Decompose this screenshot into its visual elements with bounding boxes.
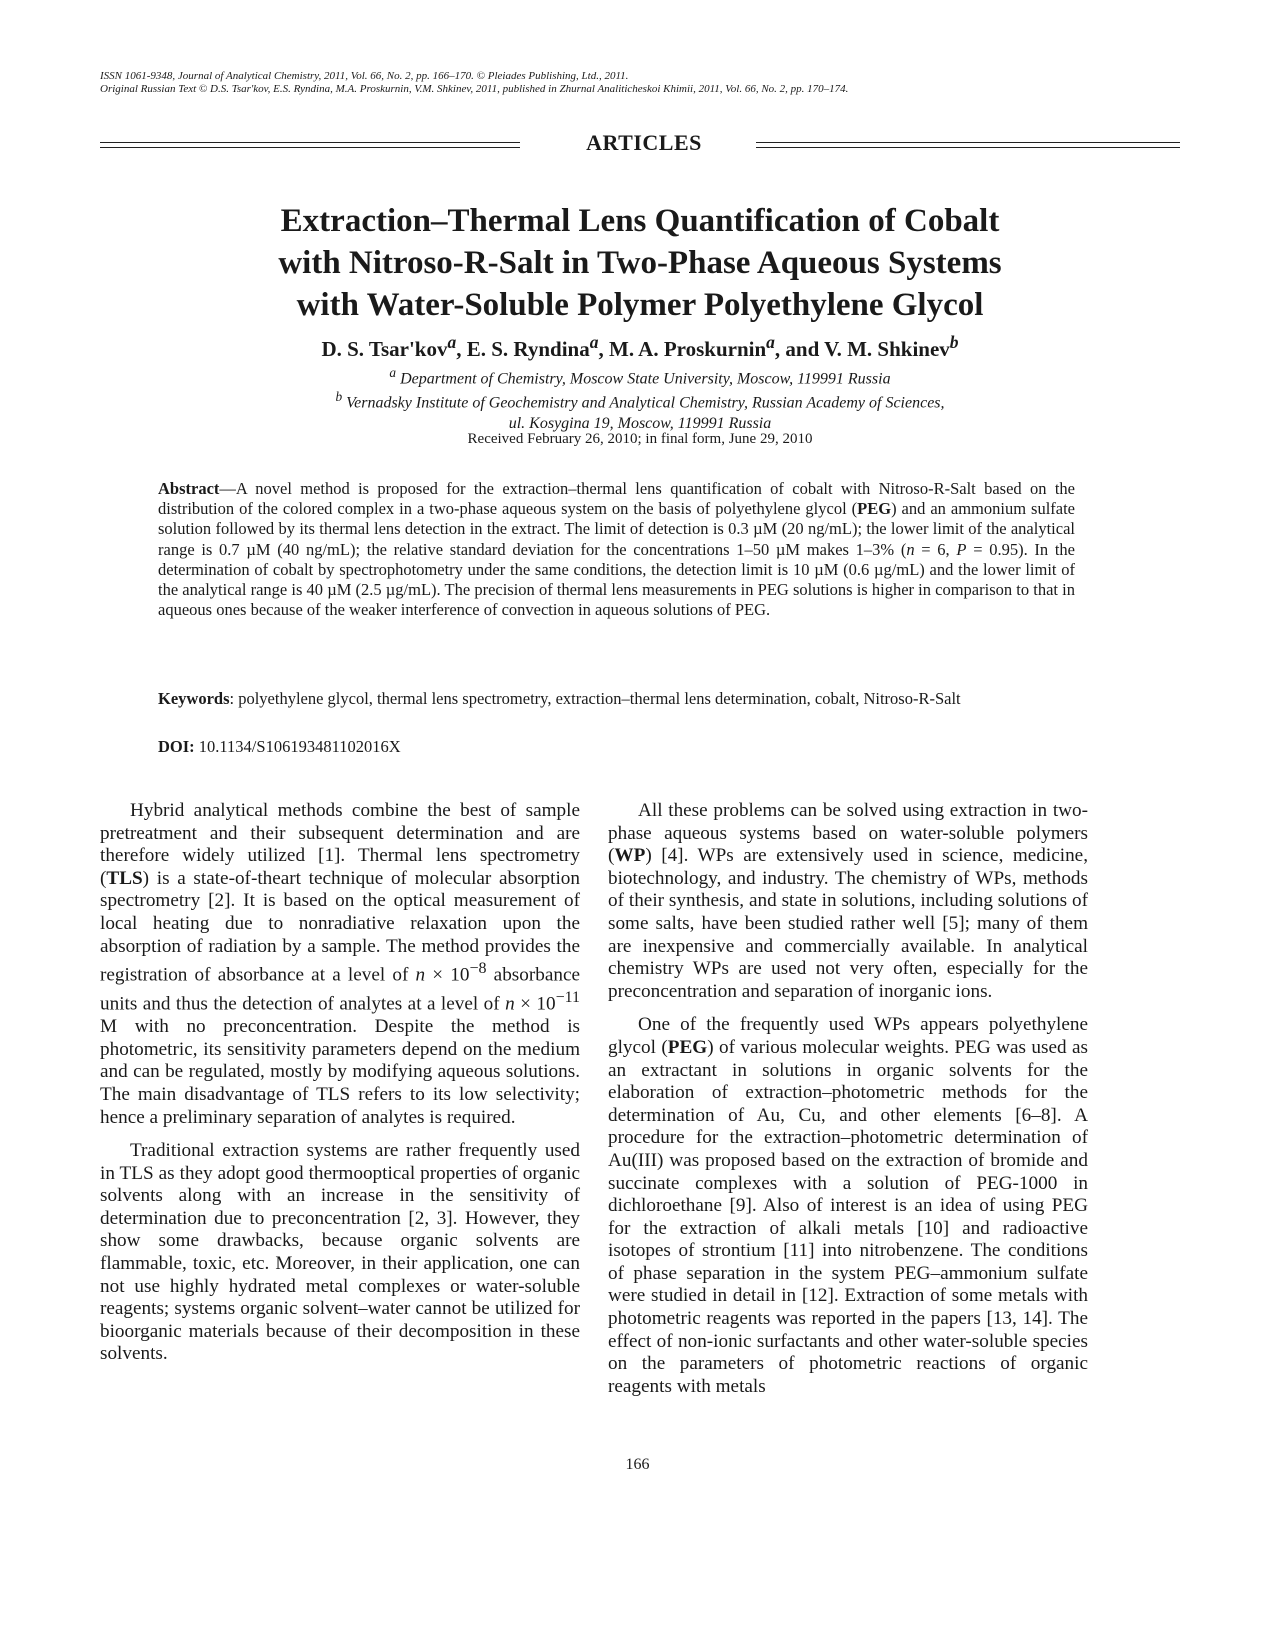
paragraph-text: × 10 (425, 964, 470, 986)
section-label: ARTICLES (586, 130, 702, 155)
affiliation-mark: a (389, 365, 397, 380)
author-affiliation-mark: a (766, 332, 775, 352)
paragraph-text: absorbance units and thus the detection of analytes at a level of (100, 964, 580, 1015)
right-double-rule (756, 142, 1180, 148)
paragraph-text: ) [4]. WPs are extensively used in science, medicine, biotechnology, and industry. The chemistry of WPs, methods of their synthesis, and state in solutions, including solutions of some salts, have been studied rather well [5]; many of them are inexpensive and commercially available. In analytical chemistry WPs are used not very often, especially for the preconcentration and separation of inorganic ions. (608, 845, 1088, 1002)
paragraph (608, 1014, 1088, 1398)
exponent: −8 (469, 960, 487, 978)
affiliation-text: Department of Chemistry, Moscow State University, Moscow, 119991 Russia (400, 370, 891, 388)
abbrev: TLS (106, 867, 143, 889)
abstract-text: ) and an ammonium sulfate solution followed by its thermal lens detection in the extract. The limit of detection is 0.3 µM (20 ng/mL); the lower limit of the analytical range is 0.7 µM (40 ng/mL); the relative standard deviation for the concentrations 1–50 µM makes 1–3% ( (158, 499, 1075, 559)
left-double-rule (100, 142, 520, 148)
paragraph (608, 800, 1088, 1003)
doi-link[interactable]: 10.1134/S106193481102016X (194, 737, 401, 756)
variable: n (415, 964, 426, 986)
title-line: with Water-Soluble Polymer Polyethylene Glycol (296, 287, 984, 323)
received-date: Received February 26, 2010; in final form, June 29, 2010 (467, 431, 813, 447)
journal-header (100, 70, 1190, 96)
exponent: −11 (555, 989, 580, 1007)
section-heading (100, 130, 1180, 160)
author-name: M. A. Proskurnin (609, 337, 767, 361)
author-name: D. S. Tsar'kov (321, 337, 448, 361)
affiliation-mark: b (335, 389, 343, 404)
author-affiliation-mark: a (447, 332, 457, 352)
author-separator: , (598, 337, 609, 361)
abbrev: PEG (667, 1036, 708, 1058)
author-separator: , (456, 337, 467, 361)
right-column (608, 800, 1088, 1409)
author-name: V. M. Shkinev (824, 337, 950, 361)
author-affiliation-mark: b (949, 332, 959, 352)
paragraph-text: ) is a state-of-theart technique of molecular absorption spectrometry [2]. It is based on the optical measurement of local heating due to nonradiative relaxation upon the absorption of radiation by a sample. The method provides the registration of absorbance at a level of (100, 867, 580, 986)
abstract (158, 479, 1075, 620)
paragraph-text: All these problems can be solved using extraction in two-phase aqueous systems based on water-soluble polymers ( (608, 800, 1088, 867)
abstract-text: = 6, (914, 539, 957, 559)
paragraph-text: One of the frequently used WPs appears polyethylene glycol ( (608, 1014, 1088, 1058)
original-text-line: Original Russian Text © D.S. Tsar'kov, E.S. Ryndina, M.A. Proskurnin, V.M. Shkinev, 2011, published in Zhurnal Analiticheskoi Khimii, 2011, Vol. 66, No. 2, pp. 170–174. (100, 83, 849, 95)
affiliation-text: Vernadsky Institute of Geochemistry and Analytical Chemistry, Russian Academy of Sciences, (346, 394, 945, 412)
paragraph: Traditional extraction systems are rather frequently used in TLS as they adopt good thermooptical properties of organic solvents along with an increase in the sensitivity of determination due to preconcentration [2, 3]. However, they show some drawbacks, because organic solvents are flammable, toxic, etc. Moreover, in their application, one can not use highly hydrated metal complexes or water-soluble reagents; systems organic solvent–water cannot be utilized for bioorganic materials because of their decomposition in these solvents. (100, 1140, 580, 1365)
paragraph-text: × 10 (514, 993, 556, 1015)
abstract-text: = 0.95). In the determination of cobalt by spectrophotometry under the same conditions, the detection limit is 10 µM (0.6 µg/mL) and the lower limit of the analytical range is 40 µM (2.5 µg/mL). The precision of thermal lens measurements in PEG solutions is higher in comparison to that in aqueous ones because of the weaker interference of convection in aqueous solutions of PEG. (158, 539, 1076, 620)
paragraph-text: M with no preconcentration. Despite the method is photometric, its sensitivity parameters depend on the medium and can be regulated, mostly by modifying aqueous solutions. The main disadvantage of TLS refers to its low selectivity; hence a preliminary separation of analytes is required. (100, 1016, 580, 1128)
page-number: 166 (625, 1456, 650, 1473)
title-line: Extraction–Thermal Lens Quantification of Cobalt (280, 203, 1000, 239)
abstract-label: Abstract (158, 479, 220, 498)
paragraph-text: Hybrid analytical methods combine the best of sample pretreatment and their subsequent determination and are therefore widely utilized [1]. Thermal lens spectrometry ( (100, 800, 580, 889)
keywords-label: Keywords (158, 689, 230, 708)
doi (158, 737, 1075, 757)
author-list (140, 332, 1140, 362)
journal-citation-line: ISSN 1061-9348, Journal of Analytical Chemistry, 2011, Vol. 66, No. 2, pp. 166–170. © Pleiades Publishing, Ltd., 2011. (100, 70, 629, 82)
keywords (158, 689, 1075, 709)
variable: n (505, 993, 515, 1015)
author-affiliation-mark: a (589, 332, 599, 352)
title-line: with Nitroso-R-Salt in Two-Phase Aqueous Systems (278, 245, 1002, 281)
abstract-variable: P (956, 539, 967, 559)
left-column (100, 800, 580, 1377)
abbrev: WP (614, 845, 646, 867)
affiliation-text: ul. Kosygina 19, Moscow, 119991 Russia (508, 415, 772, 433)
affiliation-b (140, 386, 1140, 434)
paragraph (100, 800, 580, 1129)
doi-label: DOI: (158, 737, 195, 756)
abstract-text: A novel method is proposed for the extraction–thermal lens quantification of cobalt with Nitroso-R-Salt based on the distribution of the colored complex in a two-phase aqueous system on the basis of polyethylene glycol ( (158, 479, 1075, 519)
article-title (140, 200, 1140, 326)
keywords-text: : polyethylene glycol, thermal lens spectrometry, extraction–thermal lens determination, cobalt, Nitroso-R-Salt (229, 689, 961, 708)
author-separator: , and (774, 337, 825, 361)
paragraph-text: ) of various molecular weights. PEG was used as an extractant in solutions in organic solvents for the elaboration of extraction–photometric methods for the determination of Au, Cu, and other elements [6–8]. A procedure for the extraction–photometric determination of Au(III) was proposed based on the extraction of bromide and succinate complexes with a solution of PEG-1000 in dichloroethane [9]. Also of interest is an idea of using PEG for the extraction of alkali metals [10] and radioactive isotopes of strontium [11] into nitrobenzene. The conditions of phase separation in the system PEG–ammonium sulfate were studied in detail in [12]. Extraction of some metals with photometric reagents was reported in the papers [13, 14]. The effect of non-ionic surfactants and other water-soluble species on the parameters of photometric reactions of organic reagents with metals (608, 1036, 1088, 1397)
abstract-dash: — (219, 479, 236, 498)
abstract-abbrev: PEG (857, 499, 892, 519)
abstract-variable: n (906, 539, 915, 559)
author-name: E. S. Ryndina (466, 337, 590, 361)
